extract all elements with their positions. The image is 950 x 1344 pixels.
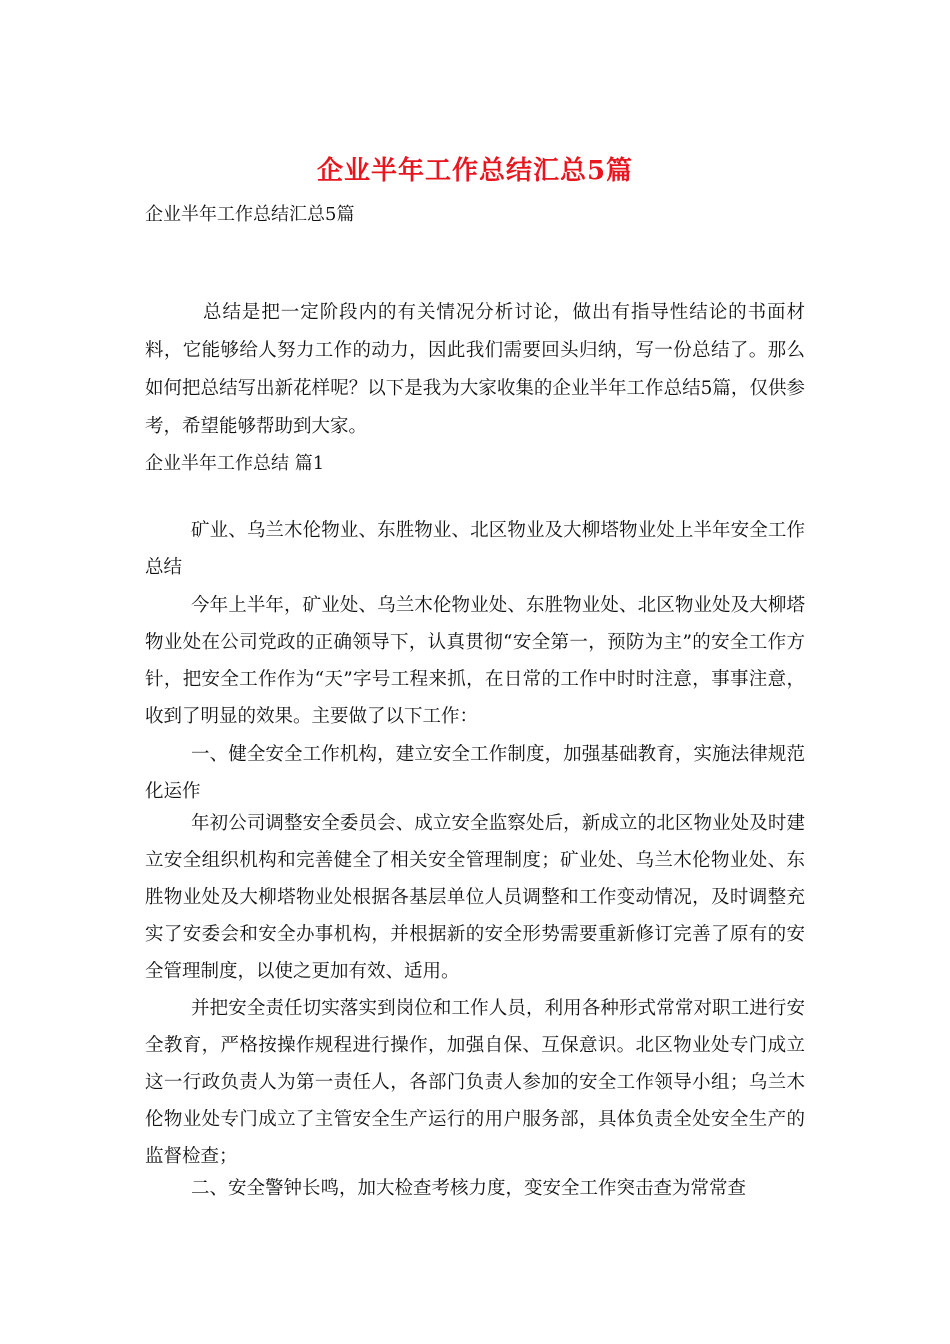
document-subtitle: 企业半年工作总结汇总5篇 <box>145 204 355 225</box>
paragraph: 矿业、乌兰木伦物业、东胜物业、北区物业及大柳塔物业处上半年安全工作总结 <box>145 520 805 578</box>
paragraph: 年初公司调整安全委员会、成立安全监察处后，新成立的北区物业处及时建立安全组织机构和完善健全了相关安全管理制度；矿业处、乌兰木伦物业处、东胜物业处及大柳塔物业处根据各基层单位人员调整和工作变动情况，及时调整充实了安委会和安全办事机构，并根据新的安全形势需要重新修订完善了原有的安全管理制度，以使之更加有效、适用。 <box>145 813 805 982</box>
intro-paragraph: 总结是把一定阶段内的有关情况分析讨论，做出有指导性结论的书面材料，它能够给人努力工作的动力，因此我们需要回头归纳，写一份总结了。那么如何把总结写出新花样呢？以下是我为大家收集的企业半年工作总结5篇，仅供参考，希望能够帮助到大家。 <box>145 302 805 437</box>
document-title: 企业半年工作总结汇总5篇 <box>316 156 634 186</box>
paragraph: 今年上半年，矿业处、乌兰木伦物业处、东胜物业处、北区物业处及大柳塔物业处在公司党政的正确领导下，认真贯彻“安全第一，预防为主”的安全工作方针，把安全工作作为“天”字号工程来抓，在日常的工作中时时注意，事事注意，收到了明显的效果。主要做了以下工作： <box>145 595 805 727</box>
paragraph: 一、健全安全工作机构，建立安全工作制度，加强基础教育，实施法律规范化运作 <box>145 744 805 802</box>
paragraph: 二、安全警钟长鸣，加大检查考核力度，变安全工作突击查为常常查 <box>191 1178 747 1199</box>
paragraph: 并把安全责任切实落实到岗位和工作人员，利用各种形式常常对职工进行安全教育，严格按操作规程进行操作，加强自保、互保意识。北区物业处专门成立这一行政负责人为第一责任人，各部门负责人参加的安全工作领导小组；乌兰木伦物业处专门成立了主管安全生产运行的用户服务部，具体负责全处安全生产的监督检查； <box>145 998 805 1167</box>
section-heading: 企业半年工作总结 篇1 <box>145 453 325 474</box>
